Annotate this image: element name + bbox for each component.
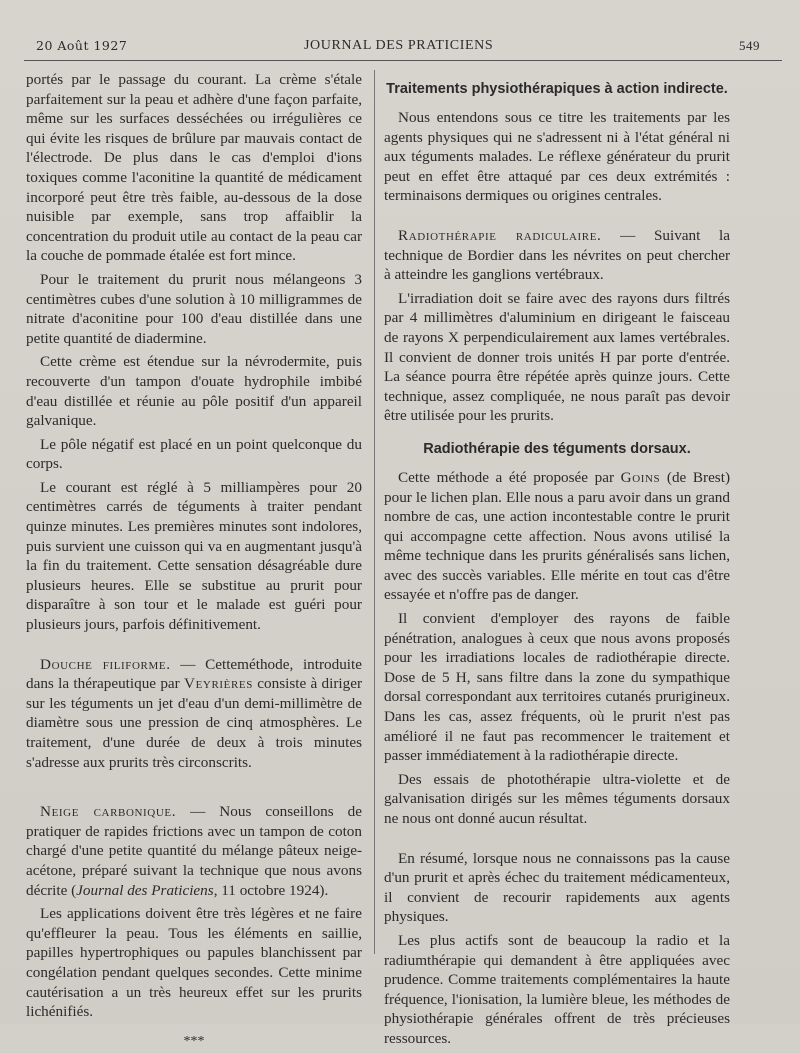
citation: Journal des Praticiens [76,881,214,899]
run-in-heading: Douche filiforme. [40,655,171,673]
paragraph: Les plus actifs sont de beaucoup la radio et la radiumthérapie qui demandent à être appliquées avec prudence. Comme traitements complémentaires la haute fréquence, l'ionisation, la lumière bleue, les méthodes de physiothérapie générales offrent de très précieuses ressources. [384,931,730,1047]
section-title: Traitements physiothérapiques à action indirecte. [386,81,728,97]
paragraph: Cette crème est étendue sur la névrodermite, puis recouverte d'un tampon d'ouate hydrophile imbibé d'eau distillée et réunie au pôle positif d'un appareil galvanique. [26,353,362,430]
paragraph-neige-carbonique: Neige carbonique. — Nous conseillons de pratiquer de rapides frictions avec un tampon de coton chargé d'une petite quantité du mélange pâteux neige-acétone, préparé suivant la technique que nous avons décrite (Journal des Praticiens, 11 octobre 1924). [26,803,362,899]
left-column [26,70,362,1051]
page-header [36,38,770,56]
paragraph-douche-filiforme: Douche filiforme. — Cetteméthode, introduite dans la thérapeutique par Veyrières consiste à diriger sur les téguments un jet d'eau d'un demi-millimètre de diamètre sous une pression de cinq atmosphères. Le traitement, d'une durée de deux à trois minutes s'adresse aux prurits très circonscrits. [26,655,363,771]
paragraph: portés par le passage du courant. La crème s'étale parfaitement sur la peau et adhère d'une façon parfaite, même sur les surfaces desséchées ou irrégulières ce qui évite les risques de brûlure par mauvais contact de l'électrode. De plus dans le cas d'emploi d'ions toxiques comme l'aconitine la quantité de médicament incorporé peut être très faible, au-dessous de la dose nuisible par exemple, sans trop affaiblir la concentration du produit utile au contact de la peau car la couche de pommade étalée est fort mince. [26,71,362,265]
author-name: Goins [620,468,661,486]
column-divider [374,70,375,954]
header-page-number: 549 [739,38,760,53]
paragraph: Le pôle négatif est placé en un point quelconque du corps. [26,435,362,473]
paragraph: Nous entendons sous ce titre les traitements par les agents physiques qui ne s'adressent ni à l'état général ni aux téguments malades. Le réflexe générateur du prurit peut en effet être attaqué par ces deux extrémités : terminaisons dermiques ou origines centrales. [384,109,730,205]
header-rule [24,60,782,61]
right-column [384,76,730,1053]
section-separator-stars: *** [183,1033,205,1049]
paragraph: En résumé, lorsque nous ne connaissons pas la cause d'un prurit et après échec du traitement médicamenteux, il convient de recourir rapidements aux agents physiques. [384,849,730,926]
header-date: 20 Août 1927 [36,38,128,53]
paragraph: Cette méthode a été proposée par Goins (de Brest) pour le lichen plan. Elle nous a paru avoir dans un grand nombre de cas, une action incontestable contre le prurit qui accompagne cette affection. Nous avons utilisé la même technique dans les prurits généralisés sans lichen, avec des succès variables. Elle mérite en tout cas d'être essayée et n'offre pas de danger. [384,468,730,604]
paragraph: Il convient d'employer des rayons de faible pénétration, analogues à ceux que nous avons proposés pour les irradiations locales de radiothérapie directe. Dose de 5 H, sans filtre dans la zone du sympathique dorsal correspondant aux territoires cutanés prurigineux. Dans les cas, assez fréquents, où le prurit n'est pas amélioré il ne faut pas recommencer le traitement et passer immédiatement à la radiothérapie directe. [384,610,730,765]
header-journal-title: JOURNAL DES PRATICIENS [304,38,494,53]
run-in-heading: Neige carbonique. [40,803,177,821]
paragraph: Pour le traitement du prurit nous mélangeons 3 centimètres cubes d'une solution à 10 milligrammes de nitrate d'aconitine pour 100 d'eau distillée dans une petite quantité de diadermine. [26,270,362,347]
run-in-heading: Radiothérapie radiculaire. [398,226,602,244]
section-title: Radiothérapie des téguments dorsaux. [423,440,691,457]
paragraph: Les applications doivent être très légères et ne faire qu'effleurer la peau. Tous les éléments en saillie, papilles hypertrophiques ou papules blanchissent par congélation pendant quelques secondes. Cette minime cautérisation a un très heureux effet sur les prurits lichénifiés. [26,905,362,1021]
paragraph: Le courant est réglé à 5 milliampères pour 20 centimètres carrés de téguments à traiter pendant quinze minutes. Les premières minutes sont indolores, puis survient une cuisson qui va en augmentant jusqu'à la fin du traitement. Cette sensation désagréable dure plusieurs heures. Elle se substitue au prurit pour disparaître à son tour et le malade est guéri pour plusieurs jours, parfois définitivement. [26,478,362,634]
paragraph: Des essais de photothérapie ultra-violette et de galvanisation dirigés sur les mêmes téguments dorsaux ne nous ont donné aucun résultat. [384,770,730,827]
paragraph-radiotherapie-radiculaire: Radiothérapie radiculaire. — Suivant la technique de Bordier dans les névrites on peut chercher à atteindre les ganglions vertébraux. [384,226,730,284]
author-name: Veyrières [184,675,253,693]
paragraph: L'irradiation doit se faire avec des rayons durs filtrés par 4 millimètres d'aluminium en dirigeant le faisceau de rayons X perpendiculairement aux lames vertébrales. Il convient de donner trois unités H par porte d'entrée. La séance pourra être répétée après quinze jours. Cette technique, assez compliquée, ne nous paraît pas devoir être utilisée pour les prurits. [384,289,730,425]
